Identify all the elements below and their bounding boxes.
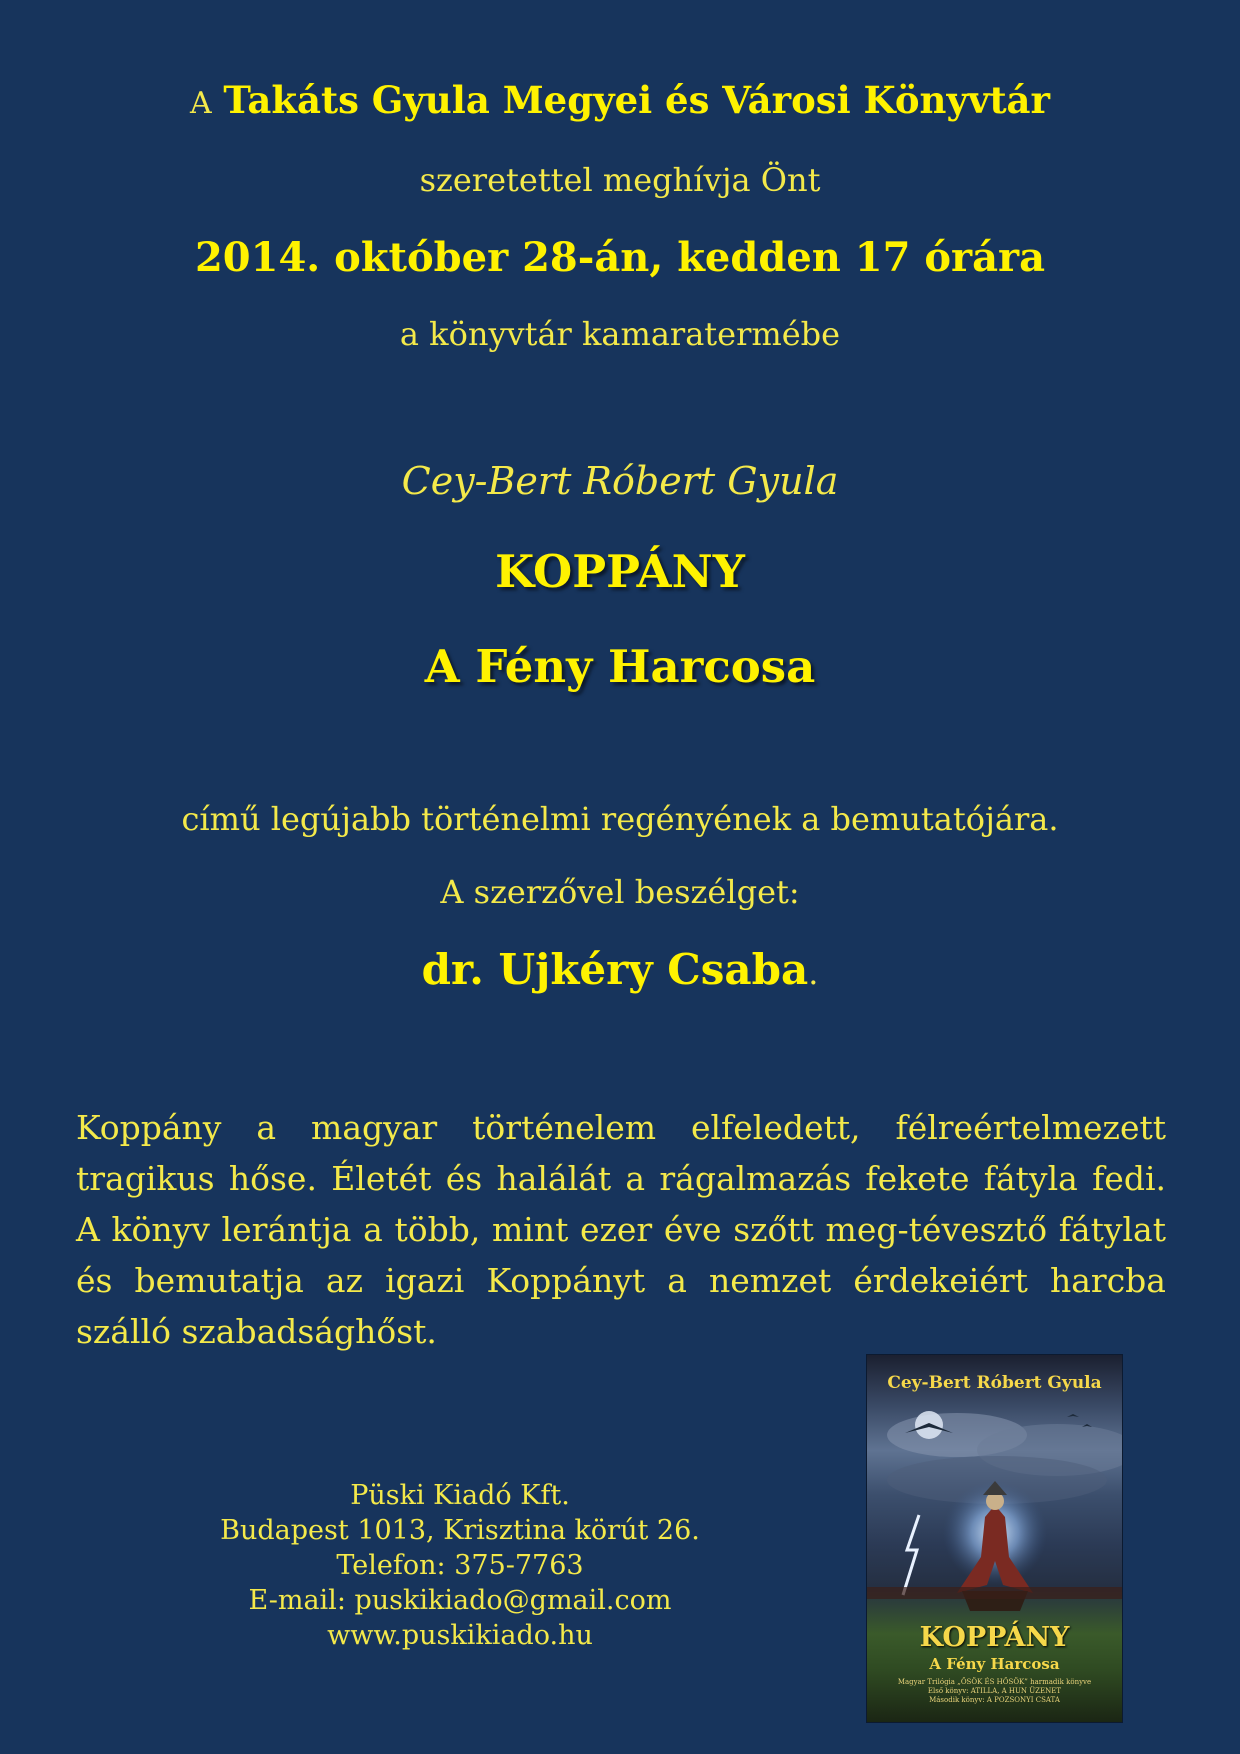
library-name: Takáts Gyula Megyei és Városi Könyvtár: [223, 78, 1051, 122]
cover-author: Cey-Bert Róbert Gyula: [887, 1373, 1102, 1393]
publisher-phone: Telefon: 375-7763: [336, 1550, 584, 1581]
invitation-text: szeretettel meghívja Önt: [419, 161, 821, 199]
premiere-text: című legújabb történelmi regényének a bemutatójára.: [181, 800, 1059, 838]
book-description: Koppány a magyar történelem elfeledett, félreértelmezett tragikus hőse. Életét és halálát a rágalmazás fekete fátyla fedi. A könyv lerántja a több, mint ezer éve szőtt meg-tévesztő fátylat és bemutatja az igazi Koppányt a nemzet érdekeiért harcba szálló szabadsághőst.: [76, 1108, 1166, 1351]
talk-intro: A szerzővel beszélget:: [440, 873, 800, 911]
lightning-icon: [903, 1515, 919, 1595]
publisher-address: Budapest 1013, Krisztina körút 26.: [220, 1515, 700, 1546]
army-row: [867, 1587, 1122, 1599]
book-cover-image: [867, 1355, 1122, 1722]
cover-subtitle: A Fény Harcosa: [929, 1655, 1060, 1673]
cover-series: [867, 1678, 1122, 1705]
publisher-website: www.puskikiado.hu: [327, 1620, 593, 1651]
cover-series-line: Első könyv: ATILLA, A HUN ÜZENET: [927, 1687, 1062, 1695]
publisher-block: [200, 1478, 720, 1653]
cover-title: KOPPÁNY: [919, 1622, 1070, 1653]
cover-series-line: Magyar Trilógia „ŐSÖK ÉS HŐSÖK” harmadik könyve: [897, 1678, 1092, 1686]
publisher-name: Püski Kiadó Kft.: [350, 1480, 570, 1511]
book-subtitle: A Fény Harcosa: [424, 640, 816, 693]
publisher-email: E-mail: puskikiado@gmail.com: [248, 1585, 672, 1616]
book-author: Cey-Bert Róbert Gyula: [401, 459, 839, 503]
event-room: a könyvtár kamaratermébe: [399, 315, 841, 353]
cover-series-line: Második könyv: A POZSONYI CSATA: [929, 1696, 1060, 1704]
host-suffix: .: [808, 954, 819, 992]
bird-icon: [1067, 1414, 1079, 1417]
host-line: [0, 945, 1240, 994]
library-line: [0, 78, 1240, 122]
library-prefix: A: [189, 86, 212, 121]
event-date: 2014. október 28-án, kedden 17 órára: [194, 234, 1046, 281]
book-title: KOPPÁNY: [495, 545, 745, 598]
host-name: dr. Ujkéry Csaba: [421, 945, 809, 994]
